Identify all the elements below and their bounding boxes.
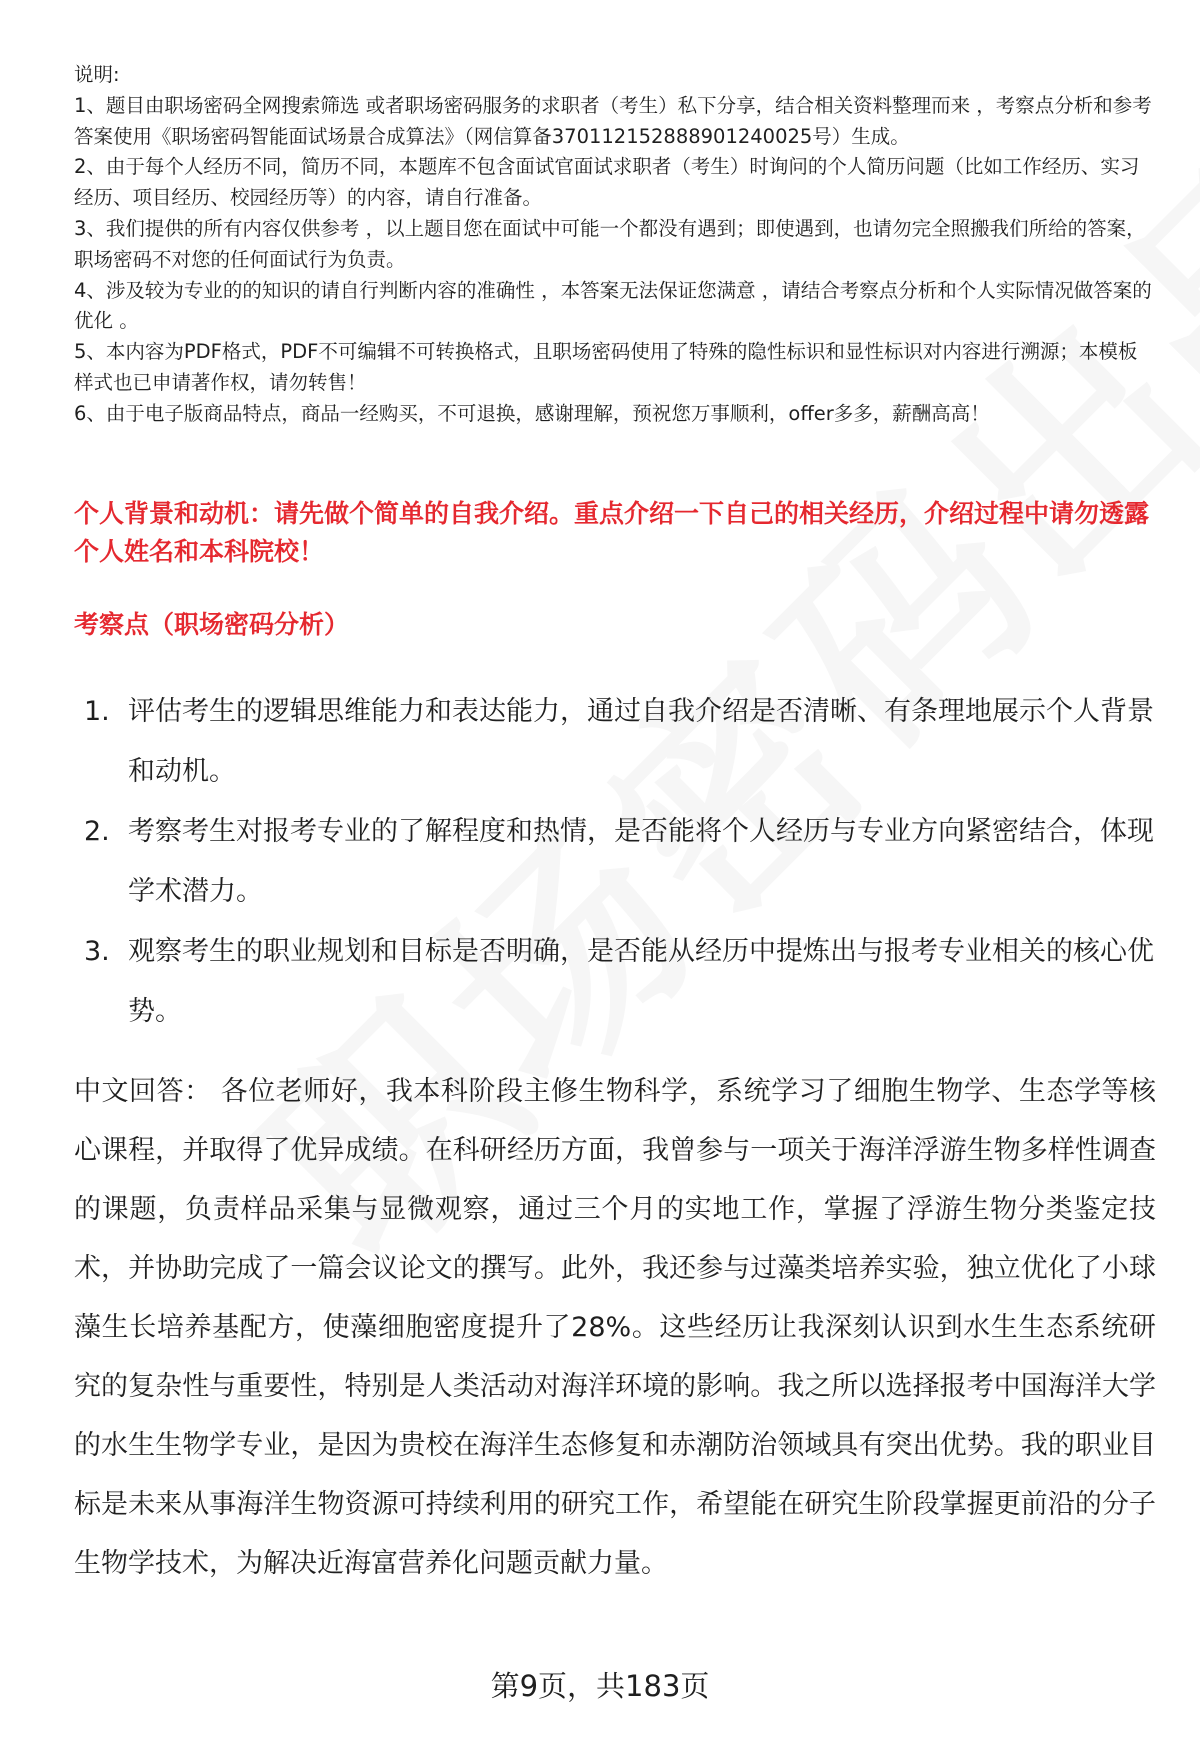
point-number: 1. xyxy=(84,696,110,727)
point-text: 评估考生的逻辑思维能力和表达能力，通过自我介绍是否清晰、有条理地展示个人背景和动机。 xyxy=(128,696,1154,787)
note-item: 6、由于电子版商品特点，商品一经购买，不可退换，感谢理解，预祝您万事顺利，offer多多，薪酬高高！ xyxy=(74,401,990,425)
analysis-points xyxy=(74,682,1156,1042)
note-item: 3、我们提供的所有内容仅供参考 ，以上题目您在面试中可能一个都没有遇到；即使遇到，也请勿完全照搬我们所给的答案，职场密码不对您的任何面试行为负责。 xyxy=(74,216,1146,271)
point-text: 考察考生对报考专业的了解程度和热情，是否能将个人经历与专业方向紧密结合，体现学术潜力。 xyxy=(128,816,1154,907)
answer-block xyxy=(74,1062,1156,1593)
analysis-title: 考察点（职场密码分析） xyxy=(74,610,350,639)
analysis-point xyxy=(74,922,1156,1042)
page-number: 第9页，共183页 xyxy=(490,1669,710,1703)
point-number: 3. xyxy=(84,936,110,967)
point-text: 观察考生的职业规划和目标是否明确，是否能从经历中提炼出与报考专业相关的核心优势。 xyxy=(128,936,1154,1027)
analysis-point xyxy=(74,682,1156,802)
disclaimer-notes xyxy=(74,60,1156,430)
note-item: 2、由于每个人经历不同，简历不同，本题库不包含面试官面试求职者（考生）时询问的个人简历问题（比如工作经历、实习经历、项目经历、校园经历等）的内容，请自行准备。 xyxy=(74,155,1140,210)
note-item: 4、涉及较为专业的的知识的请自行判断内容的准确性 ，本答案无法保证您满意 ，请结合考察点分析和个人实际情况做答案的优化 。 xyxy=(74,278,1152,333)
notes-heading: 说明: xyxy=(74,63,120,86)
point-number: 2. xyxy=(84,816,110,847)
analysis-point xyxy=(74,802,1156,922)
question-title: 个人背景和动机：请先做个简单的自我介绍。重点介绍一下自己的相关经历，介绍过程中请勿透露个人姓名和本科院校！ xyxy=(74,499,1150,566)
note-item: 1、题目由职场密码全网搜索筛选 或者职场密码服务的求职者（考生）私下分享，结合相关资料整理而来 ，考察点分析和参考答案使用《职场密码智能面试场景合成算法》（网信算备370112152888901240025号）生成。 xyxy=(74,93,1152,148)
answer-label: 中文回答： xyxy=(74,1076,212,1107)
note-item: 5、本内容为PDF格式，PDF不可编辑不可转换格式，且职场密码使用了特殊的隐性标识和显性标识对内容进行溯源；本模板样式也已申请著作权，请勿转售！ xyxy=(74,340,1138,394)
answer-text: 各位老师好，我本科阶段主修生物科学，系统学习了细胞生物学、生态学等核心课程，并取得了优异成绩。在科研经历方面，我曾参与一项关于海洋浮游生物多样性调查的课题，负责样品采集与显微观察，通过三个月的实地工作，掌握了浮游生物分类鉴定技术，并协助完成了一篇会议论文的撰写。此外，我还参与过藻类培养实验，独立优化了小球藻生长培养基配方，使藻细胞密度提升了28%。这些经历让我深刻认识到水生生态系统研究的复杂性与重要性，特别是人类活动对海洋环境的影响。我之所以选择报考中国海洋大学的水生生物学专业，是因为贵校在海洋生态修复和赤潮防治领域具有突出优势。我的职业目标是未来从事海洋生物资源可持续利用的研究工作，希望能在研究生阶段掌握更前沿的分子生物学技术，为解决近海富营养化问题贡献力量。 xyxy=(74,1076,1156,1579)
